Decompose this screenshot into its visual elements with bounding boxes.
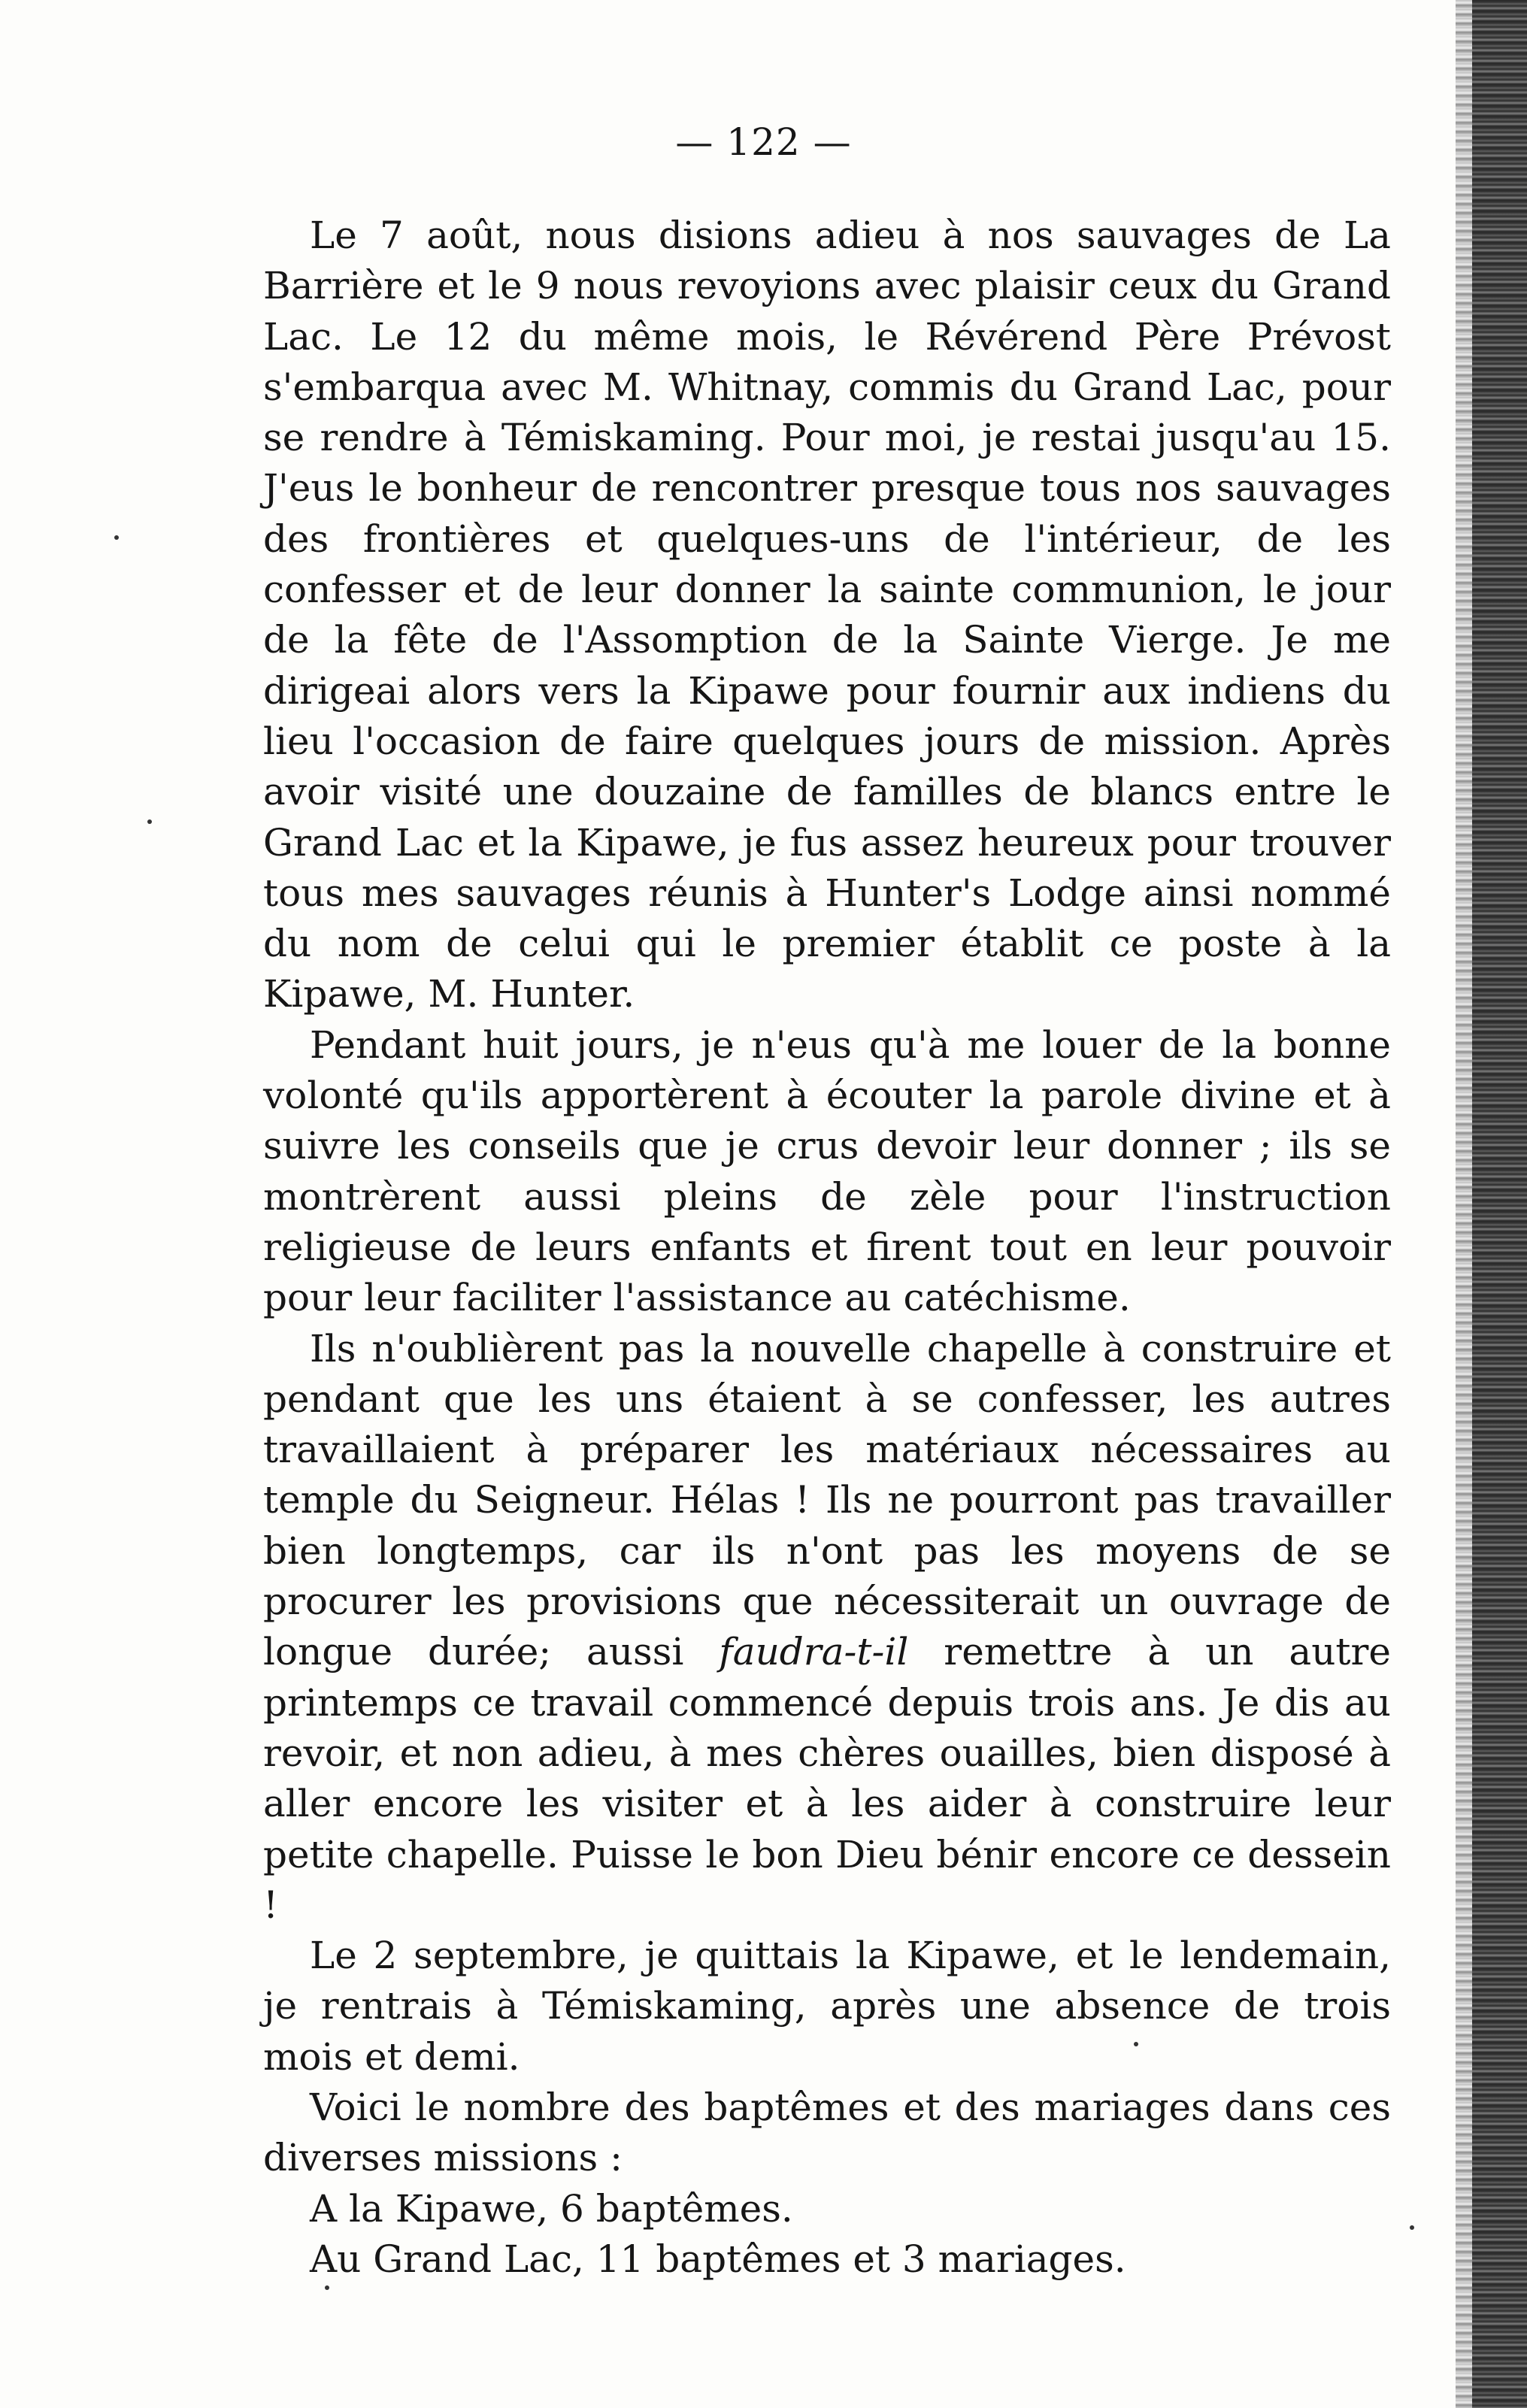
paragraph-return-temiskaming: Le 2 septembre, je quittais la Kipawe, et le lendemain, je rentrais à Témiskaming, après une absence de trois mois et demi. xyxy=(263,1934,1391,2079)
paragraph-tally-intro: Voici le nombre des baptêmes et des mariages dans ces diverses missions : xyxy=(263,2085,1391,2180)
paragraph-arrival-kipawe: Le 7 août, nous disions adieu à nos sauvages de La Barrière et le 9 nous revoyions avec plaisir ceux du Grand Lac. Le 12 du même mois, le Révérend Père Prévost s'embarqua avec M. Whitnay, commis du Grand Lac, pour se rendre à Témiskaming. Pour moi, je restai jusqu'au 15. J'eus le bonheur de rencontrer presque tous nos sauvages des frontières et quelques-uns de l'intérieur, de les confesser et de leur donner la sainte communion, le jour de la fête de l'Assomption de la Sainte Vierge. Je me dirigeai alors vers la Kipawe pour fournir aux indiens du lieu l'occasion de faire quelques jours de mission. Après avoir visité une douzaine de familles de blancs entre le Grand Lac et la Kipawe, je fus assez heureux pour trouver tous mes sauvages réunis à Hunter's Lodge ainsi nommé du nom de celui qui le premier établit ce poste à la Kipawe, M. Hunter. xyxy=(263,214,1391,1016)
scan-speck xyxy=(114,535,119,540)
binding-edge xyxy=(1456,0,1527,2408)
chapel-text-italic: faudra-t-il xyxy=(719,1630,909,1674)
chapel-text-start: Ils n'oublièrent pas la nouvelle chapelle à construire et pendant que les uns étaient à se confesser, les autres travaillaient à préparer les matériaux nécessaires au temple du Seigneur. Hélas ! Ils ne pourront pas travailler bien longtemps, car ils n'ont pas les moyens de se procurer les provisions que nécessiterait un ouvrage de longue durée; aussi xyxy=(263,1326,1391,1674)
page-number: — 122 — xyxy=(675,120,852,164)
body-text xyxy=(263,211,1391,2285)
scan-speck xyxy=(1134,2042,1138,2046)
tally-grand-lac: Au Grand Lac, 11 baptêmes et 3 mariages. xyxy=(310,2237,1126,2281)
paragraph-eight-days: Pendant huit jours, je n'eus qu'à me louer de la bonne volonté qu'ils apportèrent à écouter la parole divine et à suivre les conseils que je crus devoir leur donner ; ils se montrèrent aussi pleins de zèle pour l'instruction religieuse de leurs enfants et firent tout en leur pouvoir pour leur faciliter l'assistance au catéchisme. xyxy=(263,1022,1391,1320)
scan-speck xyxy=(1410,2225,1414,2230)
scan-speck xyxy=(147,819,152,824)
chapel-text-end: remettre à un autre printemps ce travail commencé depuis trois ans. Je dis au revoir, et non adieu, à mes chères ouailles, bien disposé à aller encore les visiter et à les aider à construire leur petite chapelle. Puisse le bon Dieu bénir encore ce dessein ! xyxy=(263,1630,1391,1927)
tally-kipawe: A la Kipawe, 6 baptêmes. xyxy=(310,2186,793,2231)
scan-speck xyxy=(325,2285,329,2290)
paragraph-new-chapel xyxy=(263,1324,1391,1931)
